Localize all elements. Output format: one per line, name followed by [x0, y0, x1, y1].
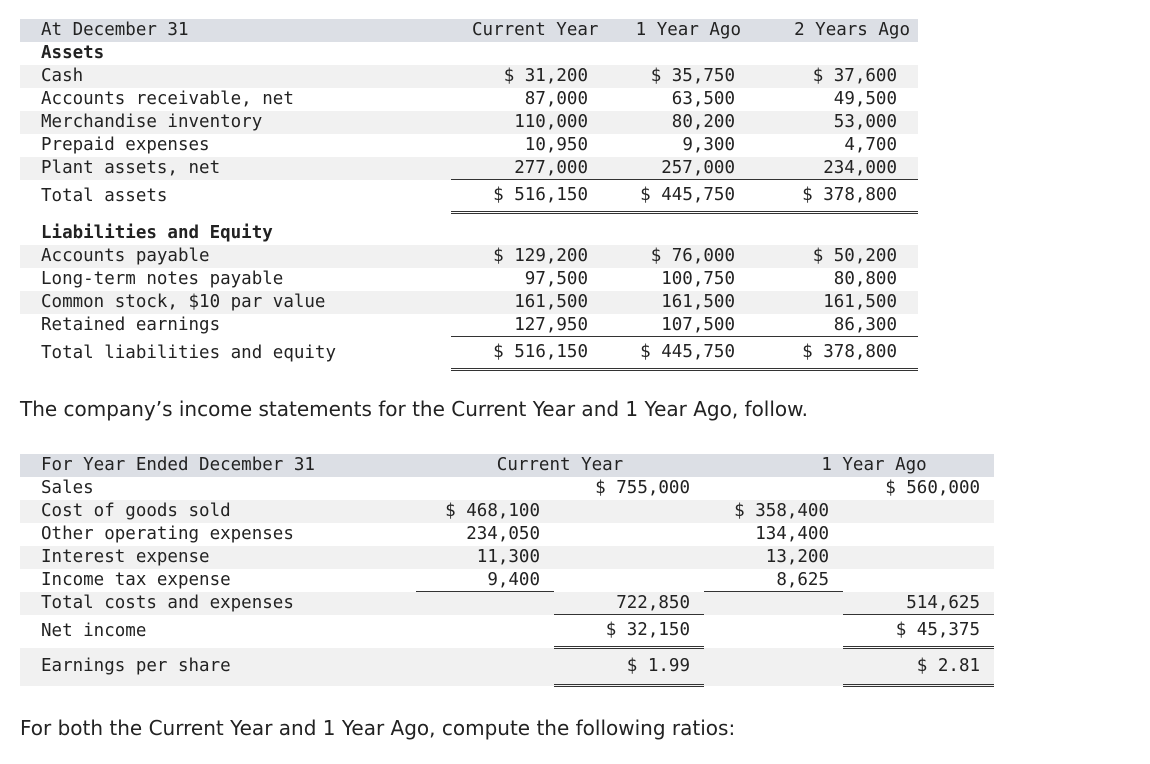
table-row [20, 157, 918, 180]
total-liabilities-row [20, 337, 918, 370]
sales-row [20, 477, 994, 500]
row-label: Retained earnings [41, 315, 221, 335]
cell-current-year-total: $ 1.99 [554, 648, 704, 686]
row-label: Merchandise inventory [20, 111, 451, 134]
cell-2-years-ago: 86,300 [756, 314, 918, 337]
row-label: Total costs and expenses [20, 592, 416, 615]
income-header-1-year-ago: 1 Year Ago [704, 454, 994, 477]
cell-current-year: $ 468,100 [416, 500, 554, 523]
table-row [20, 291, 918, 314]
net-income-row [20, 615, 994, 648]
cell-current-year: 10,950 [524, 135, 588, 155]
cell-1-year-ago: 134,400 [755, 524, 829, 544]
assets-heading: Assets [41, 43, 105, 63]
row-label: Accounts receivable, net [41, 89, 294, 109]
balance-header-label: At December 31 [20, 19, 451, 42]
table-row [20, 88, 918, 111]
cell-1-year-ago: $ 445,750 [609, 180, 756, 213]
table-row [20, 314, 918, 337]
cell-current-year: 127,950 [451, 314, 609, 337]
row-label: Net income [41, 620, 147, 641]
row-label: Other operating expenses [41, 524, 294, 544]
cell-2-years-ago: 161,500 [756, 291, 918, 314]
cell-current-year-total: $ 32,150 [554, 615, 704, 648]
cell-1-year-ago: 63,500 [671, 89, 735, 109]
cell-current-year: $ 31,200 [451, 65, 609, 88]
row-label: Cost of goods sold [20, 500, 416, 523]
income-header-current-year: Current Year [416, 454, 704, 477]
cell-current-year: 87,000 [524, 89, 588, 109]
row-label: Earnings per share [20, 648, 416, 686]
cell-2-years-ago: 234,000 [756, 157, 918, 180]
cell-1-year-ago: 257,000 [609, 157, 756, 180]
cell-1-year-ago: 80,200 [609, 111, 756, 134]
cell-2-years-ago: $ 37,600 [756, 65, 918, 88]
table-row [20, 523, 994, 546]
cell-1-year-ago: $ 35,750 [609, 65, 756, 88]
cell-1-year-ago: 100,750 [661, 269, 735, 289]
cell-current-year: 234,050 [466, 524, 540, 544]
cell-current-year: 277,000 [451, 157, 609, 180]
balance-header-row [20, 19, 918, 42]
cell-current-year: $ 129,200 [451, 245, 609, 268]
cell-1-year-ago-total: $ 560,000 [885, 478, 981, 498]
row-label: Common stock, $10 par value [20, 291, 451, 314]
balance-header-1-year-ago: 1 Year Ago [609, 19, 756, 42]
cell-1-year-ago-total: 514,625 [843, 592, 994, 615]
table-row [20, 134, 918, 157]
cell-current-year-total: 722,850 [554, 592, 704, 615]
cell-1-year-ago: 161,500 [609, 291, 756, 314]
cell-1-year-ago: $ 358,400 [704, 500, 843, 523]
total-assets-row [20, 180, 918, 213]
cell-2-years-ago: 80,800 [833, 269, 897, 289]
income-header-label: For Year Ended December 31 [20, 454, 416, 477]
cell-1-year-ago-total: $ 2.81 [843, 648, 994, 686]
row-label: Long-term notes payable [41, 269, 284, 289]
cell-2-years-ago: 53,000 [756, 111, 918, 134]
row-label: Prepaid expenses [41, 135, 210, 155]
eps-row [20, 648, 994, 686]
table-row [20, 500, 994, 523]
liabilities-heading: Liabilities and Equity [41, 223, 273, 243]
table-row [20, 546, 994, 569]
cell-1-year-ago: 107,500 [609, 314, 756, 337]
balance-sheet-table [20, 19, 918, 371]
total-costs-row [20, 592, 994, 615]
cell-2-years-ago: $ 378,800 [756, 337, 918, 370]
row-label: Accounts payable [20, 245, 451, 268]
cell-current-year: 11,300 [416, 546, 554, 569]
row-label: Income tax expense [41, 570, 231, 590]
intro-text: The company’s income statements for the Current Year and 1 Year Ago, follow. [20, 397, 809, 421]
cell-current-year: $ 516,150 [451, 180, 609, 213]
income-header-row [20, 454, 994, 477]
table-row [20, 65, 918, 88]
cell-2-years-ago: 49,500 [833, 89, 897, 109]
table-row [20, 245, 918, 268]
table-row [20, 569, 994, 592]
cell-1-year-ago: 8,625 [704, 569, 843, 592]
row-label: Total assets [41, 185, 168, 206]
row-label: Plant assets, net [20, 157, 451, 180]
cell-1-year-ago: $ 76,000 [609, 245, 756, 268]
cell-current-year: 161,500 [451, 291, 609, 314]
cell-current-year: 110,000 [451, 111, 609, 134]
cell-2-years-ago: 4,700 [844, 135, 897, 155]
assets-heading-row [20, 42, 918, 65]
cell-current-year: 97,500 [524, 269, 588, 289]
cell-2-years-ago: $ 378,800 [756, 180, 918, 213]
row-label: Cash [20, 65, 451, 88]
cell-current-year: $ 516,150 [451, 337, 609, 370]
liabilities-heading-row [20, 213, 918, 246]
footer-text: For both the Current Year and 1 Year Ago, compute the following ratios: [20, 716, 736, 740]
row-label: Sales [41, 478, 94, 498]
balance-header-2-years-ago: 2 Years Ago [756, 19, 918, 42]
cell-1-year-ago: 13,200 [704, 546, 843, 569]
table-row [20, 111, 918, 134]
cell-1-year-ago: $ 445,750 [609, 337, 756, 370]
table-row [20, 268, 918, 291]
row-label: Interest expense [20, 546, 416, 569]
cell-current-year: 9,400 [416, 569, 554, 592]
cell-1-year-ago: 9,300 [682, 135, 735, 155]
cell-current-year-total: $ 755,000 [595, 478, 690, 498]
row-label: Total liabilities and equity [41, 342, 337, 363]
cell-1-year-ago-total: $ 45,375 [843, 615, 994, 648]
income-statement-table [20, 454, 994, 687]
balance-header-current-year: Current Year [451, 19, 609, 42]
cell-2-years-ago: $ 50,200 [756, 245, 918, 268]
